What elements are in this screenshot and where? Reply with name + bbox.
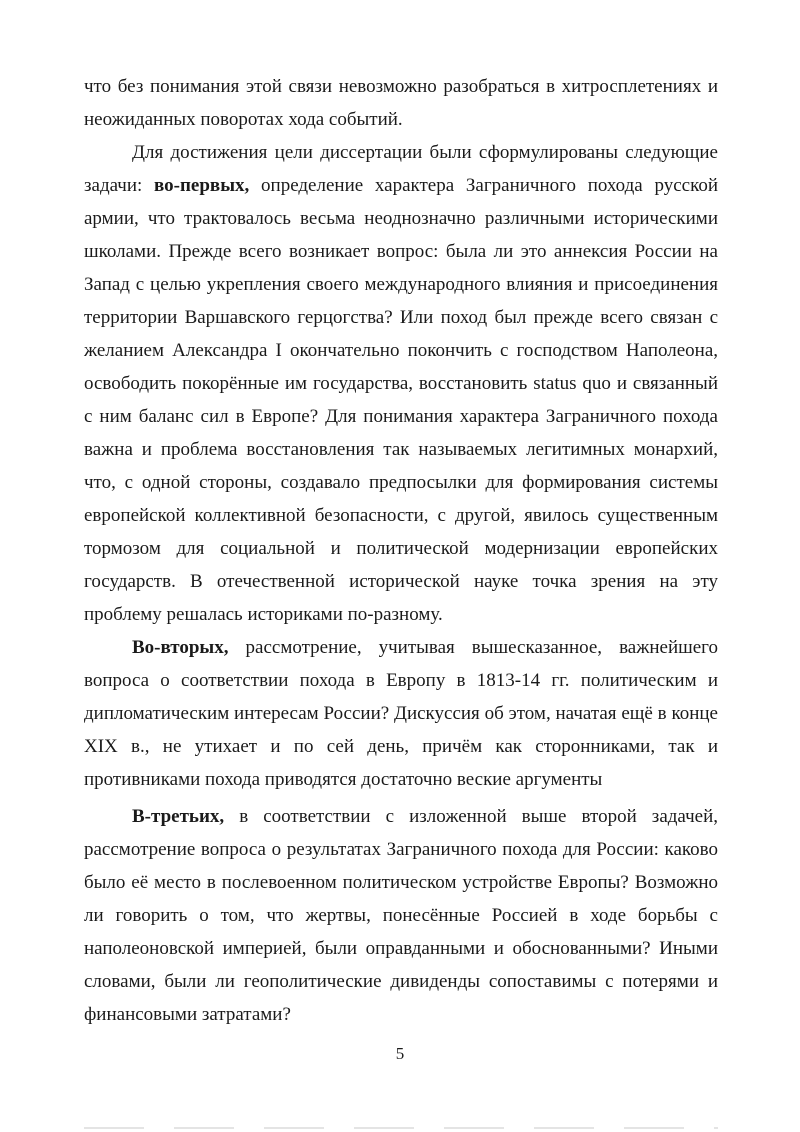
text-line: наполеоновской империей, были оправданными и обоснованными? Иными: [84, 938, 718, 959]
text-line: Запад с целью укрепления своего международного влияния и присоединения: [84, 274, 718, 295]
text-line: [84, 169, 718, 202]
text-line: XIX в., не утихает и по сей день, причём как сторонниками, так и: [84, 736, 718, 757]
text-line: европейской коллективной безопасности, с другой, явилось существенным: [84, 505, 718, 526]
text-line: с ним баланс сил в Европе? Для понимания характера Заграничного похода: [84, 406, 718, 427]
text-line: Для достижения цели диссертации были сформулированы следующие: [132, 142, 718, 163]
text-fragment: рассмотрение, учитывая вышесказанное, важнейшего: [228, 637, 718, 658]
text-fragment: задачи:: [84, 175, 155, 196]
footer-divider: [84, 1127, 718, 1129]
bold-marker: во-первых,: [154, 175, 250, 196]
text-line: государств. В отечественной исторической науке точка зрения на эту: [84, 571, 718, 592]
text-line: тормозом для социальной и политической модернизации европейских: [84, 538, 718, 559]
text-line: что, с одной стороны, создавало предпосылки для формирования системы: [84, 472, 718, 493]
text-line: что без понимания этой связи невозможно разобраться в хитросплетениях и: [84, 76, 718, 97]
text-line: территории Варшавского герцогства? Или поход был прежде всего связан с: [84, 307, 718, 328]
text-line: дипломатическим интересам России? Дискуссия об этом, начатая ещё в конце: [84, 703, 718, 724]
bold-marker: В-третьих,: [132, 806, 225, 827]
body-text: [84, 70, 718, 1031]
text-line: освободить покорённые им государства, восстановить status quo и связанный: [84, 373, 718, 394]
text-line: противниками похода приводятся достаточно веские аргументы: [84, 769, 603, 790]
text-line: проблему решалась историками по-разному.: [84, 604, 443, 625]
text-line: было её место в послевоенном политическом устройстве Европы? Возможно: [84, 872, 718, 893]
text-line: [84, 631, 718, 664]
text-line: финансовыми затратами?: [84, 1004, 291, 1025]
text-line: желанием Александра I окончательно покончить с господством Наполеона,: [84, 340, 718, 361]
text-line: рассмотрение вопроса о результатах Заграничного похода для России: каково: [84, 839, 718, 860]
text-line: ли говорить о том, что жертвы, понесённые Россией в ходе борьбы с: [84, 905, 718, 926]
text-line: [84, 800, 718, 833]
text-line: словами, были ли геополитические дивиденды сопоставимы с потерями и: [84, 971, 718, 992]
text-fragment: в соответствии с изложенной выше второй задачей,: [224, 806, 718, 827]
text-line: школами. Прежде всего возникает вопрос: была ли это аннексия России на: [84, 241, 718, 262]
text-line: неожиданных поворотах хода событий.: [84, 109, 403, 130]
text-line: важна и проблема восстановления так называемых легитимных монархий,: [84, 439, 718, 460]
text-line: вопроса о соответствии похода в Европу в 1813-14 гг. политическим и: [84, 670, 718, 691]
text-fragment: определение характера Заграничного похода русской: [249, 175, 719, 196]
bold-marker: Во-вторых,: [132, 637, 229, 658]
text-line: армии, что трактовалось весьма неоднозначно различными историческими: [84, 208, 718, 229]
page-number: 5: [395, 1044, 405, 1063]
